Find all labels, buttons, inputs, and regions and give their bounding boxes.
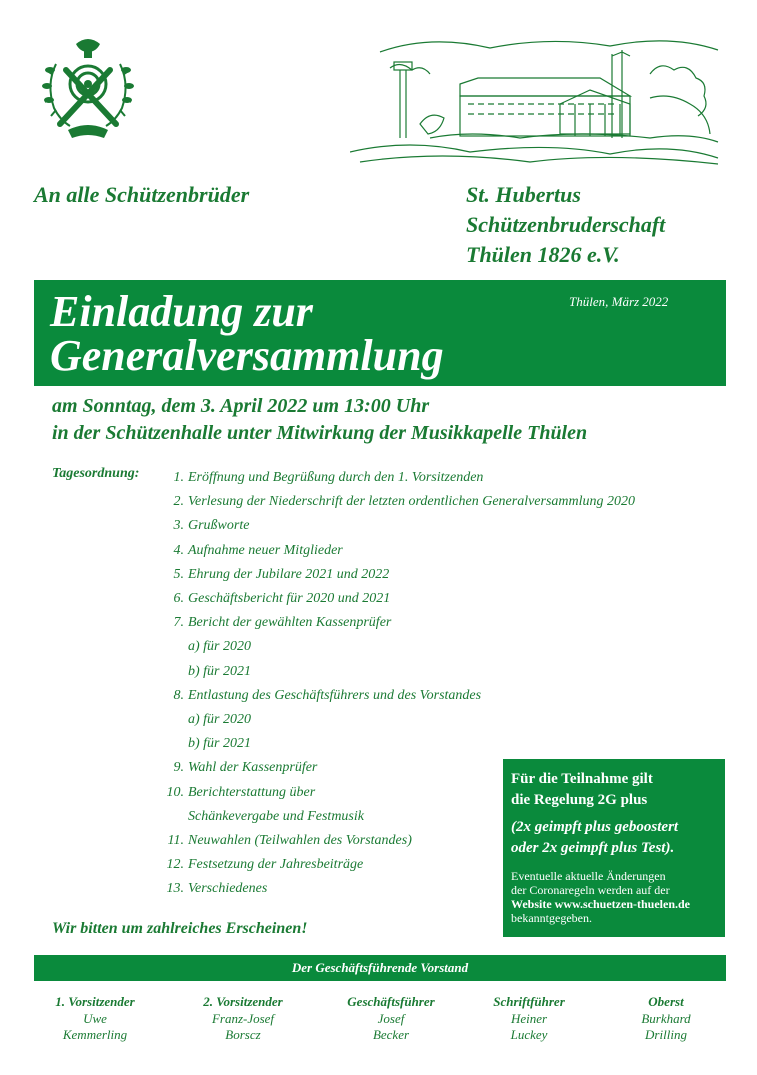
board-member-first-name: Burkhard	[641, 1010, 691, 1026]
board-member-role: 1. Vorsitzender	[55, 994, 135, 1009]
agenda-item	[145, 732, 705, 756]
agenda-item-text: Eröffnung und Begrüßung durch den 1. Vorsitzenden	[188, 470, 484, 485]
agenda-item-text: Berichterstattung über	[188, 784, 316, 800]
board-member-last-name: Becker	[372, 1027, 410, 1042]
agenda-item	[145, 490, 705, 514]
board-member-last-name: Borscz	[225, 1027, 261, 1042]
corona-notice-line: (2x geimpft plus geboostert	[511, 819, 679, 835]
corona-notice-line: Eventuelle aktuelle Änderungen	[511, 869, 666, 883]
agenda-item	[145, 514, 705, 538]
agenda-item-text: b) für 2021	[188, 663, 251, 679]
agenda-item-text: Grußworte	[188, 518, 250, 534]
agenda-item-number: 4.	[173, 542, 184, 558]
shooting-hall-illustration	[350, 34, 720, 166]
agenda-item-text: a) für 2020	[188, 712, 251, 728]
agenda-item	[145, 563, 705, 587]
agenda-item-text: Ehrung der Jubilare 2021 und 2022	[188, 566, 390, 582]
agenda-item-number: 10.	[166, 784, 184, 800]
agenda-item-number: 11.	[167, 833, 184, 849]
place-date: Thülen, März 2022	[569, 294, 669, 309]
agenda-item	[145, 660, 705, 684]
agenda-item-number: 9.	[173, 760, 184, 776]
board-member	[183, 994, 303, 1044]
agenda-item	[145, 466, 705, 490]
board-member-last-name: Luckey	[510, 1027, 548, 1042]
corona-notice-line: oder 2x geimpft plus Test).	[511, 840, 675, 856]
agenda-item-text: Verlesung der Niederschrift der letzten ordentlichen Generalversammlung 2020	[188, 494, 636, 510]
agenda-item-text: Geschäftsbericht für 2020 und 2021	[188, 591, 391, 607]
board-title: Der Geschäftsführende Vorstand	[34, 955, 726, 981]
agenda-item-text: Bericht der gewählten Kassenprüfer	[188, 615, 392, 631]
agenda-item-number: 3.	[173, 518, 184, 534]
board-member-role: Geschäftsführer	[347, 994, 435, 1009]
board-member-first-name: Franz-Josef	[211, 1010, 275, 1026]
club-name-line: Thülen 1826 e.V.	[466, 242, 620, 267]
corona-notice-line: bekanntgegeben.	[511, 911, 592, 925]
board-member	[606, 994, 726, 1044]
agenda-item-text: Schänkevergabe und Festmusik	[188, 808, 364, 824]
page-title	[50, 287, 444, 380]
agenda-item-number: 1.	[173, 470, 184, 485]
corona-notice-line: Website www.schuetzen-thuelen.de	[511, 897, 690, 911]
club-name-line: St. Hubertus	[466, 182, 581, 207]
agenda-item-number: 2.	[173, 494, 184, 510]
agenda-item-text: Wahl der Kassenprüfer	[188, 760, 318, 776]
corona-notice-note	[511, 869, 717, 925]
agenda-item-number: 6.	[173, 591, 184, 607]
agenda-item-number: 5.	[173, 566, 184, 582]
board-member-first-name: Josef	[377, 1010, 405, 1026]
agenda-item-number: 13.	[166, 881, 184, 897]
agenda-item	[145, 611, 705, 635]
board-member	[469, 994, 589, 1044]
board-member-first-name: Uwe	[83, 1010, 107, 1026]
agenda-item-number: 7.	[173, 615, 184, 631]
board-member-last-name: Drilling	[645, 1027, 687, 1042]
agenda-item-number: 8.	[173, 687, 184, 703]
corona-notice-line: der Coronaregeln werden auf der	[511, 883, 670, 897]
agenda-item	[145, 539, 705, 563]
closing-text: Wir bitten um zahlreiches Erscheinen!	[52, 920, 308, 937]
board-member-first-name: Heiner	[510, 1010, 548, 1026]
board-member	[35, 994, 155, 1044]
event-date: am Sonntag, dem 3. April 2022 um 13:00 Uhr	[52, 395, 430, 417]
club-name-line: Schützenbruderschaft	[466, 212, 666, 237]
corona-notice-line: Für die Teilnahme gilt	[511, 771, 653, 787]
agenda-item-text: a) für 2020	[188, 639, 251, 655]
club-emblem-icon	[38, 34, 138, 140]
agenda-item-text: b) für 2021	[188, 736, 251, 752]
agenda-item-text: Entlastung des Geschäftsführers und des Vorstandes	[188, 687, 482, 703]
board-member-last-name: Kemmerling	[62, 1027, 128, 1042]
agenda-item-text: Verschiedenes	[188, 881, 268, 897]
page-title-line: Einladung zur	[50, 287, 313, 336]
corona-notice	[503, 759, 725, 937]
agenda-label: Tagesordnung:	[52, 466, 140, 481]
agenda-item-text: Aufnahme neuer Mitglieder	[188, 542, 343, 558]
agenda-item-text: Festsetzung der Jahresbeiträge	[188, 857, 364, 873]
greeting: An alle Schützenbrüder	[34, 182, 250, 207]
page-title-line: Generalversammlung	[50, 331, 444, 380]
agenda-item-text: Neuwahlen (Teilwahlen des Vorstandes)	[188, 833, 412, 849]
board-member-role: Schriftführer	[493, 994, 565, 1009]
title-banner	[34, 280, 726, 386]
agenda-item	[145, 684, 705, 708]
agenda-item	[145, 708, 705, 732]
board-member	[331, 994, 451, 1044]
club-name	[466, 180, 665, 270]
board-member-role: 2. Vorsitzender	[203, 994, 283, 1009]
agenda-item	[145, 635, 705, 659]
board-member-role: Oberst	[648, 994, 684, 1009]
corona-notice-line: die Regelung 2G plus	[511, 792, 648, 808]
agenda-item-number: 12.	[166, 857, 184, 873]
event-location: in der Schützenhalle unter Mitwirkung der Musikkapelle Thülen	[52, 422, 588, 444]
agenda-item	[145, 587, 705, 611]
